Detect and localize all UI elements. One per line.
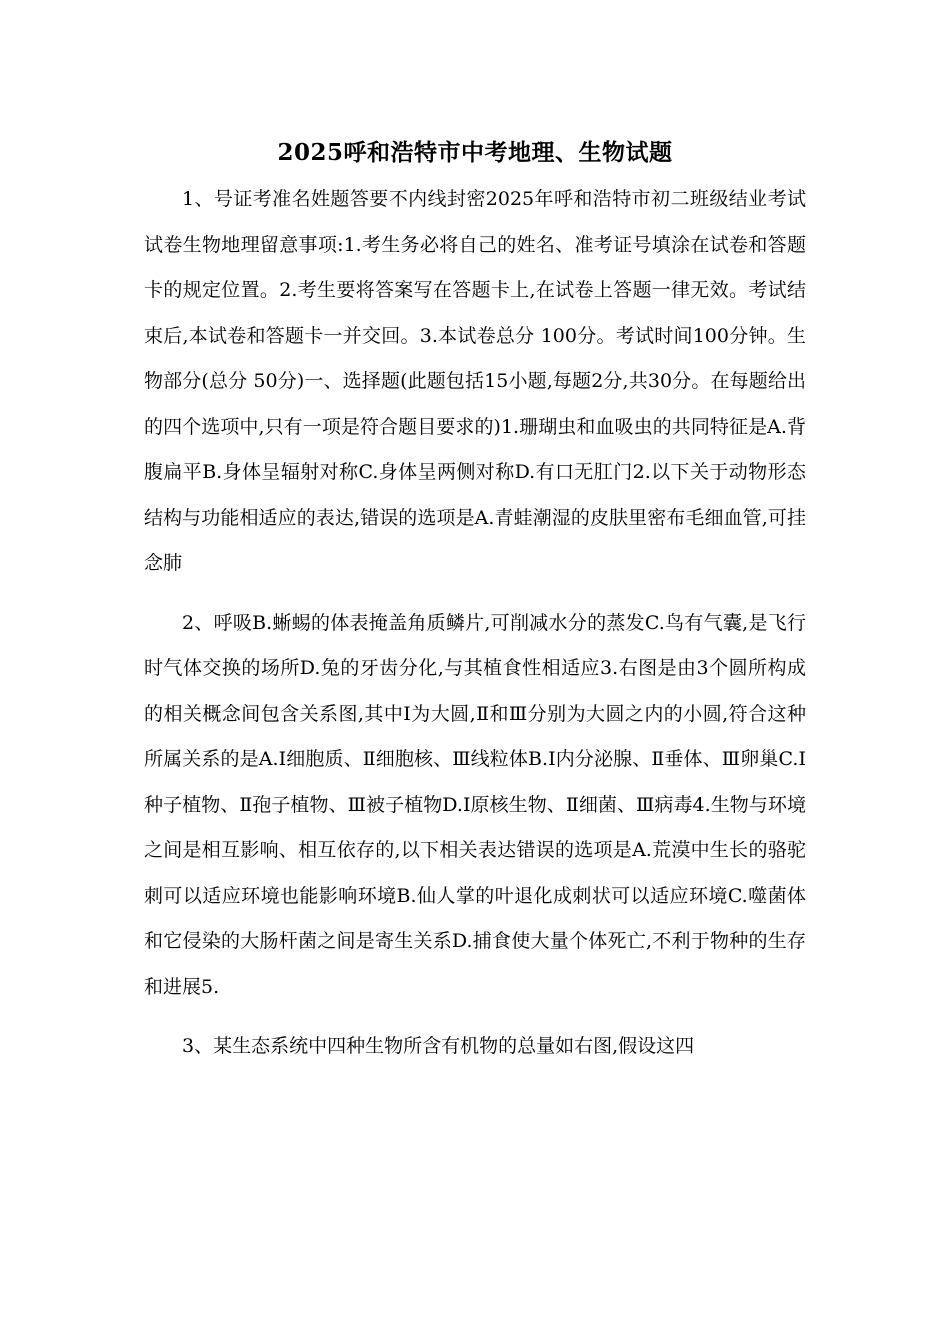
paragraph-1: 1、号证考准名姓题答要不内线封密2025年呼和浩特市初二班级结业考试试卷生物地理留意事项:1.考生务必将自己的姓名、准考证号填涂在试卷和答题卡的规定位置。2.考生要将答案写在答题卡上,在试卷上答题一律无效。考试结束后,本试卷和答题卡一并交回。3.本试卷总分 100分。考试时间100分钟。生物部分(总分 50分)一、选择题(此题包括15小题,每题2分,共30分。在每题给出的四个选项中,只有一项是符合题目要求的)1.珊瑚虫和血吸虫的共同特征是A.背腹扁平B.身体呈辐射对称C.身体呈两侧对称D.有口无肛门2.以下关于动物形态结构与功能相适应的表达,错误的选项是A.青蛙潮湿的皮肤里密布毛细血管,可挂念肺 [144, 188, 806, 574]
paragraph-3: 3、某生态系统中四种生物所含有机物的总量如右图,假设这四 [182, 1035, 695, 1057]
document-title: 2025呼和浩特市中考地理、生物试题 [277, 139, 673, 166]
paragraph-2: 2、呼吸B.蜥蜴的体表掩盖角质鳞片,可削减水分的蒸发C.鸟有气囊,是飞行时气体交换的场所D.兔的牙齿分化,与其植食性相适应3.右图是由3个圆所构成的相关概念间包含关系图,其中Ⅰ为大圆,Ⅱ和Ⅲ分别为大圆之内的小圆,符合这种所属关系的是A.Ⅰ细胞质、Ⅱ细胞核、Ⅲ线粒体B.Ⅰ内分泌腺、Ⅱ垂体、Ⅲ卵巢C.Ⅰ种子植物、Ⅱ孢子植物、Ⅲ被子植物D.Ⅰ原核生物、Ⅱ细菌、Ⅲ病毒4.生物与环境之间是相互影响、相互依存的,以下相关表达错误的选项是A.荒漠中生长的骆驼刺可以适应环境也能影响环境B.仙人掌的叶退化成刺状可以适应环境C.噬菌体和它侵染的大肠杆菌之间是寄生关系D.捕食使大量个体死亡,不利于物种的生存和进展5. [144, 611, 806, 998]
